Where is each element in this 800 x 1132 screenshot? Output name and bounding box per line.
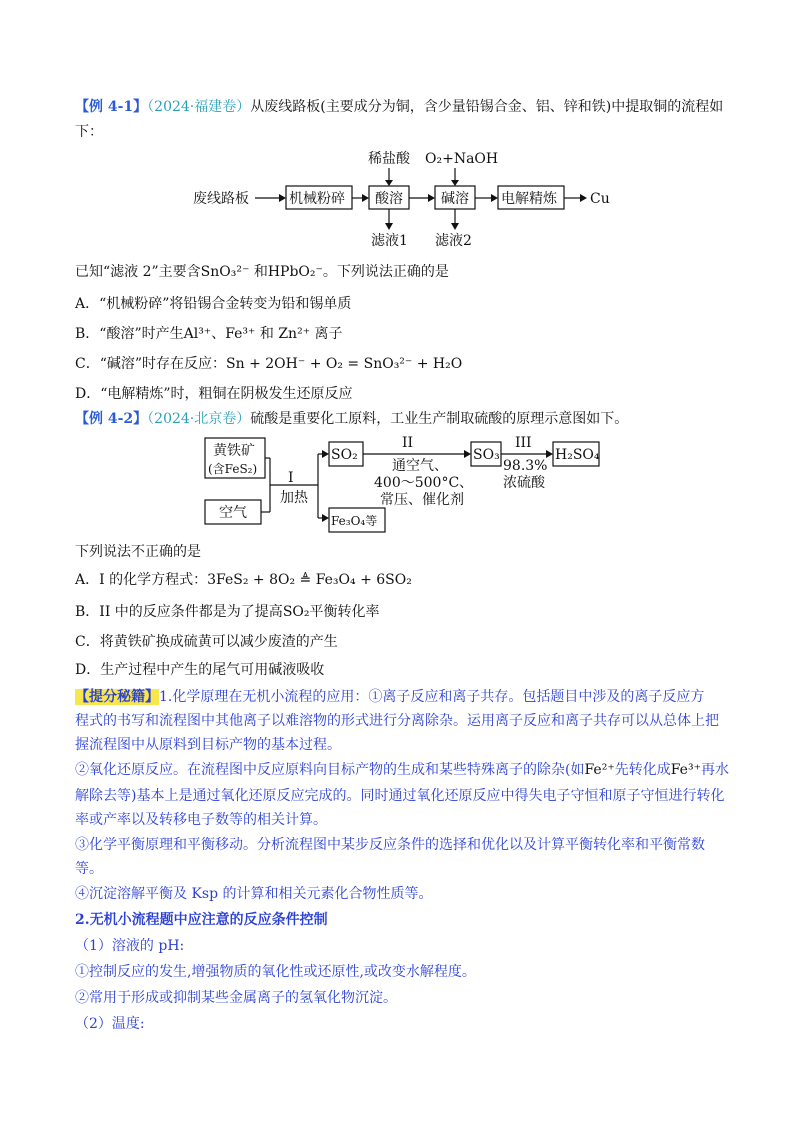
ex42-opta-text: A．I 的化学方程式： — [75, 572, 208, 588]
ex41-option-a: A．“机械粉碎”将铅锡合金转变为铅和锡单质 — [75, 296, 352, 312]
tips-fe2: Fe²⁺ — [584, 762, 615, 778]
ex42-tag: 【例 4-2】 — [75, 411, 148, 427]
ex41-stem-line1 — [75, 97, 723, 117]
ex42-option-b — [75, 602, 380, 622]
optb-ions: Al³⁺、Fe³⁺ 和 Zn²⁺ — [183, 326, 311, 342]
tips-tag: 【提分秘籍】 — [75, 689, 159, 705]
known-question: 。下列说法正确的是 — [322, 264, 449, 280]
section-heading-2: 2.无机小流程题中应注意的反应条件控制 — [75, 912, 328, 928]
flow-so3: SO₃ — [473, 447, 500, 463]
flow-stage1: I — [288, 470, 294, 486]
ex41-source: （2024·福建卷） — [147, 99, 251, 115]
flow-product: Cu — [590, 191, 610, 207]
ex41-option-c — [75, 354, 462, 374]
ex41-option-d: D．“电解精炼”时，粗铜在阴极发生还原反应 — [75, 386, 353, 402]
flow-stage2: II — [402, 435, 414, 451]
ex42-optb-so2: SO₂ — [282, 604, 310, 620]
flow-step1: 机械粉碎 — [289, 191, 345, 207]
tips-line9: ④沉淀溶解平衡及 Ksp 的计算和相关元素化合物性质等。 — [75, 886, 433, 902]
flow-so2: SO₂ — [331, 447, 358, 463]
optb-post: 离子 — [310, 326, 343, 342]
flow-step4: 电解精炼 — [501, 191, 557, 207]
ex42-stem — [75, 409, 628, 429]
ex41-known — [75, 262, 449, 282]
optc-text: C．“碱溶”时存在反应： — [75, 356, 227, 372]
flow-acid2: 浓硫酸 — [503, 475, 545, 491]
flow-start: 废线路板 — [193, 191, 249, 207]
known-text: 已知“滤液 2”主要含 — [75, 264, 201, 280]
known-ion-sno3: SnO₃²⁻ — [200, 264, 250, 280]
tips-line6: 率或产率以及转移电子数等的相关计算。 — [75, 812, 327, 828]
ex42-opta-equation: 3FeS₂ + 8O₂ ≜ Fe₃O₄ + 6SO₂ — [207, 572, 412, 588]
known-ion-hpbo2: HPbO₂⁻ — [267, 264, 323, 280]
ex42-optb-post: 平衡转化率 — [309, 604, 380, 620]
tips-line5: 解除去等)基本上是通过氧化还原反应完成的。同时通过氧化还原反应中得失电子守恒和原子守恒进行转化 — [75, 788, 725, 804]
ex41-flow-diagram — [185, 145, 625, 250]
ex42-flow-diagram — [200, 430, 610, 540]
tips-line7: ③化学平衡原理和平衡移动。分析流程图中某步反应条件的选择和优化以及计算平衡转化率和平衡常数 — [75, 837, 705, 853]
tips-line1 — [75, 687, 704, 707]
flow-step3: 碱溶 — [441, 191, 469, 207]
known-and: 和 — [249, 264, 268, 280]
tips-p2a-post: 再水 — [700, 762, 729, 778]
flow-step2: 酸溶 — [375, 191, 403, 207]
flow-filtrate1: 滤液1 — [371, 233, 408, 249]
ex42-optb-text: B．II 中的反应条件都是为了提高 — [75, 604, 283, 620]
tips-p2a-pre: ②氧化还原反应。在流程图中反应原料向目标产物的生成和某些特殊离子的除杂(如 — [75, 762, 585, 778]
optc-equation: Sn + 2OH⁻ + O₂ = SnO₃²⁻ + H₂O — [226, 356, 463, 372]
ex41-stem: 从废线路板(主要成分为铜，含少量铅锡合金、铝、锌和铁)中提取铜的流程如 — [250, 99, 724, 115]
subsection-temperature: （2）温度: — [75, 1016, 145, 1032]
ex42-stem-text: 硫酸是重要化工原料，工业生产制取硫酸的原理示意图如下。 — [250, 411, 629, 427]
ex42-question: 下列说法不正确的是 — [75, 544, 201, 560]
ex41-stem-line2: 下： — [75, 124, 103, 140]
flow-heat: 加热 — [280, 490, 308, 506]
subsection-ph: （1）溶液的 pH: — [75, 938, 185, 954]
flow-air: 空气 — [219, 505, 247, 521]
optb-text: B．“酸溶”时产生 — [75, 326, 184, 342]
tips-p2a-mid: 先转化成 — [614, 762, 671, 778]
flow-filtrate2: 滤液2 — [435, 233, 472, 249]
tips-line8: 等。 — [75, 861, 103, 877]
flow-reagent-acid: 稀盐酸 — [368, 151, 410, 167]
flow-h2so4: H₂SO₄ — [555, 447, 600, 463]
flow-pyrite2: (含FeS₂) — [208, 462, 258, 476]
flow-cond1: 通空气、 — [392, 458, 448, 474]
ph-point-2: ②常用于形成或抑制某些金属离子的氢氧化物沉淀。 — [75, 990, 397, 1006]
tips-line4 — [75, 760, 729, 780]
flow-fe3o4: Fe₃O₄等 — [331, 514, 378, 528]
tips-fe3: Fe³⁺ — [670, 762, 701, 778]
flow-cond2: 400～500°C、 — [374, 475, 474, 491]
tips-line2: 程式的书写和流程图中其他离子以难溶物的形式进行分离除杂。运用离子反应和离子共存可以从总体上把 — [75, 713, 719, 729]
ex42-option-a — [75, 570, 412, 590]
flow-stage3: III — [515, 435, 532, 451]
ex42-source: （2024·北京卷） — [147, 411, 251, 427]
tips-p1a: 1.化学原理在无机小流程的应用：①离子反应和离子共存。包括题目中涉及的离子反应方 — [159, 689, 705, 705]
flow-cond3: 常压、催化剂 — [380, 492, 464, 508]
ex42-option-c: C．将黄铁矿换成硫黄可以减少废渣的产生 — [75, 634, 338, 650]
flow-reagent-alkali: O₂+NaOH — [425, 151, 499, 167]
ex42-option-d: D．生产过程中产生的尾气可用碱液吸收 — [75, 662, 325, 678]
ph-point-1: ①控制反应的发生,增强物质的氧化性或还原性,或改变水解程度。 — [75, 964, 476, 980]
ex41-tag: 【例 4-1】 — [75, 99, 148, 115]
tips-line3: 握流程图中从原料到目标产物的基本过程。 — [75, 737, 341, 753]
flow-acid1: 98.3% — [503, 458, 548, 474]
flow-pyrite1: 黄铁矿 — [213, 443, 255, 459]
ex41-option-b — [75, 324, 343, 344]
